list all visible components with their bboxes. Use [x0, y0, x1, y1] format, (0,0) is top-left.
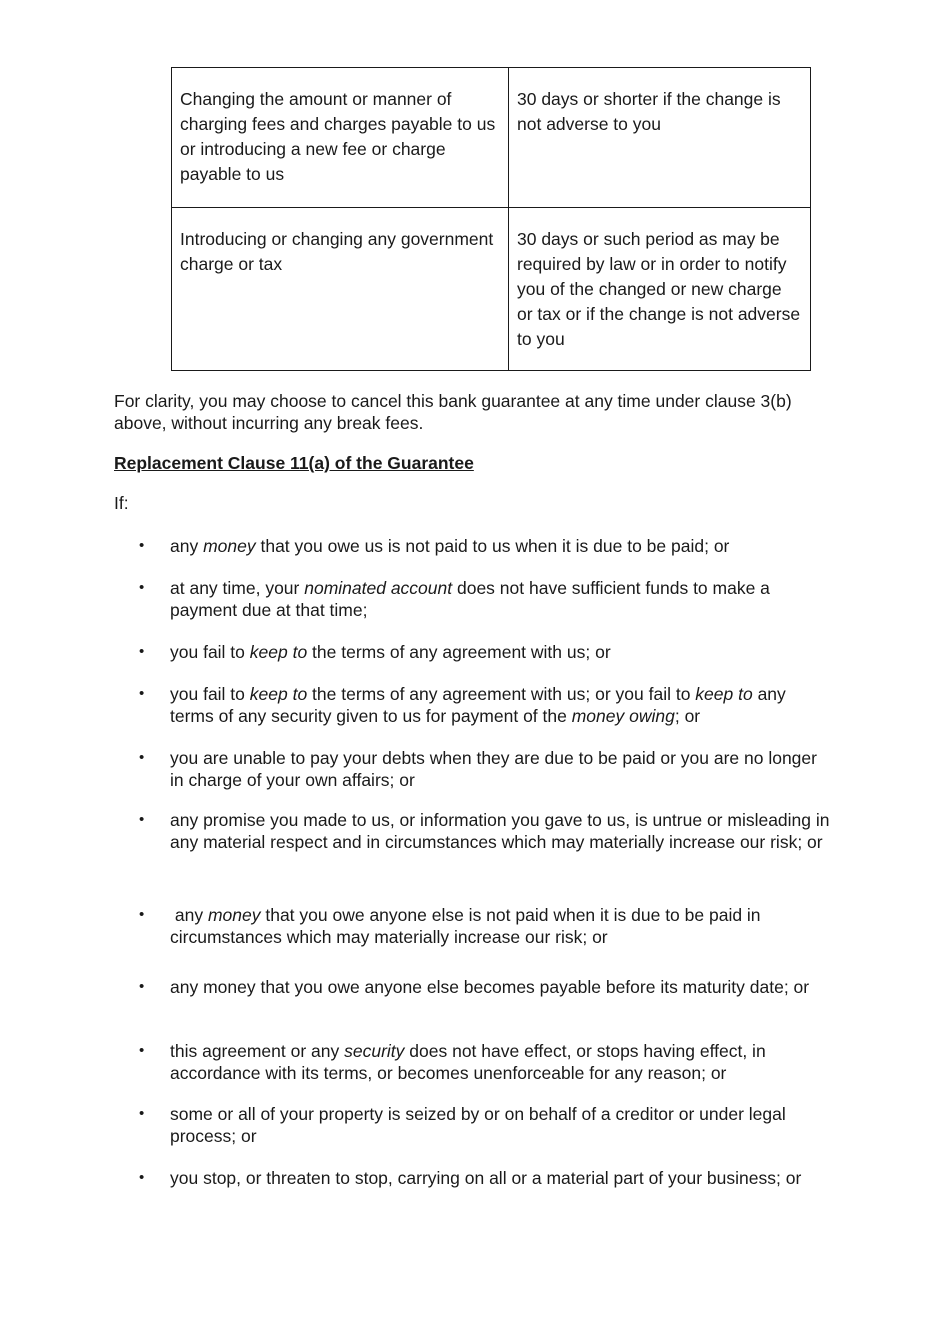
- condition-text: you fail to keep to the terms of any agreement with us; or: [170, 642, 611, 662]
- bullet-icon: •: [139, 811, 145, 828]
- condition-text: you fail to keep to the terms of any agreement with us; or you fail to keep to any terms of any security given to us for payment of the money owing; or: [170, 684, 786, 726]
- list-item: [114, 577, 834, 621]
- condition-text: any money that you owe anyone else is not paid when it is due to be paid in circumstances which may materially increase our risk; or: [170, 905, 766, 947]
- notice-cell: 30 days or such period as may be required by law or in order to notify you of the changed or new charge or tax or if the change is not adverse to you: [509, 208, 811, 371]
- bullet-icon: •: [139, 1105, 145, 1122]
- notice-cell: 30 days or shorter if the change is not adverse to you: [509, 68, 811, 208]
- list-item: [114, 809, 834, 853]
- list-item: [114, 1167, 834, 1189]
- table-row: [172, 208, 811, 371]
- bullet-icon: •: [139, 1169, 145, 1186]
- condition-text: any promise you made to us, or information you gave to us, is untrue or misleading in any material respect and in circumstances which may materially increase our risk; or: [170, 810, 830, 852]
- condition-text: this agreement or any security does not have effect, or stops having effect, in accordance with its terms, or becomes unenforceable for any reason; or: [170, 1041, 766, 1083]
- bullet-icon: •: [139, 906, 145, 923]
- list-item: [114, 976, 834, 998]
- bullet-icon: •: [139, 579, 145, 596]
- list-item: [114, 904, 834, 948]
- section-heading: Replacement Clause 11(a) of the Guarantee: [114, 453, 474, 473]
- notice-period-table: [171, 67, 811, 371]
- intro-text: If:: [114, 493, 129, 513]
- bullet-icon: •: [139, 685, 145, 702]
- list-item: [114, 641, 834, 663]
- table-row: [172, 68, 811, 208]
- list-item: [114, 535, 834, 557]
- bullet-icon: •: [139, 643, 145, 660]
- clarity-note: For clarity, you may choose to cancel this bank guarantee at any time under clause 3(b) above, without incurring any break fees.: [114, 391, 792, 433]
- condition-text: some or all of your property is seized by or on behalf of a creditor or under legal process; or: [170, 1104, 786, 1146]
- change-cell: Introducing or changing any government charge or tax: [172, 208, 509, 371]
- condition-text: any money that you owe anyone else becomes payable before its maturity date; or: [170, 977, 810, 997]
- list-item: [114, 1040, 834, 1084]
- change-cell: Changing the amount or manner of charging fees and charges payable to us or introducing a new fee or charge payable to us: [172, 68, 509, 208]
- bullet-icon: •: [139, 537, 145, 554]
- condition-text: any money that you owe us is not paid to us when it is due to be paid; or: [170, 536, 730, 556]
- condition-text: you stop, or threaten to stop, carrying on all or a material part of your business; or: [170, 1168, 802, 1188]
- list-item: [114, 747, 834, 791]
- bullet-icon: •: [139, 1042, 145, 1059]
- bullet-icon: •: [139, 749, 145, 766]
- condition-text: at any time, your nominated account does not have sufficient funds to make a payment due at that time;: [170, 578, 770, 620]
- list-item: [114, 1103, 834, 1147]
- bullet-icon: •: [139, 978, 145, 995]
- list-item: [114, 683, 834, 727]
- condition-text: you are unable to pay your debts when they are due to be paid or you are no longer in charge of your own affairs; or: [170, 748, 817, 790]
